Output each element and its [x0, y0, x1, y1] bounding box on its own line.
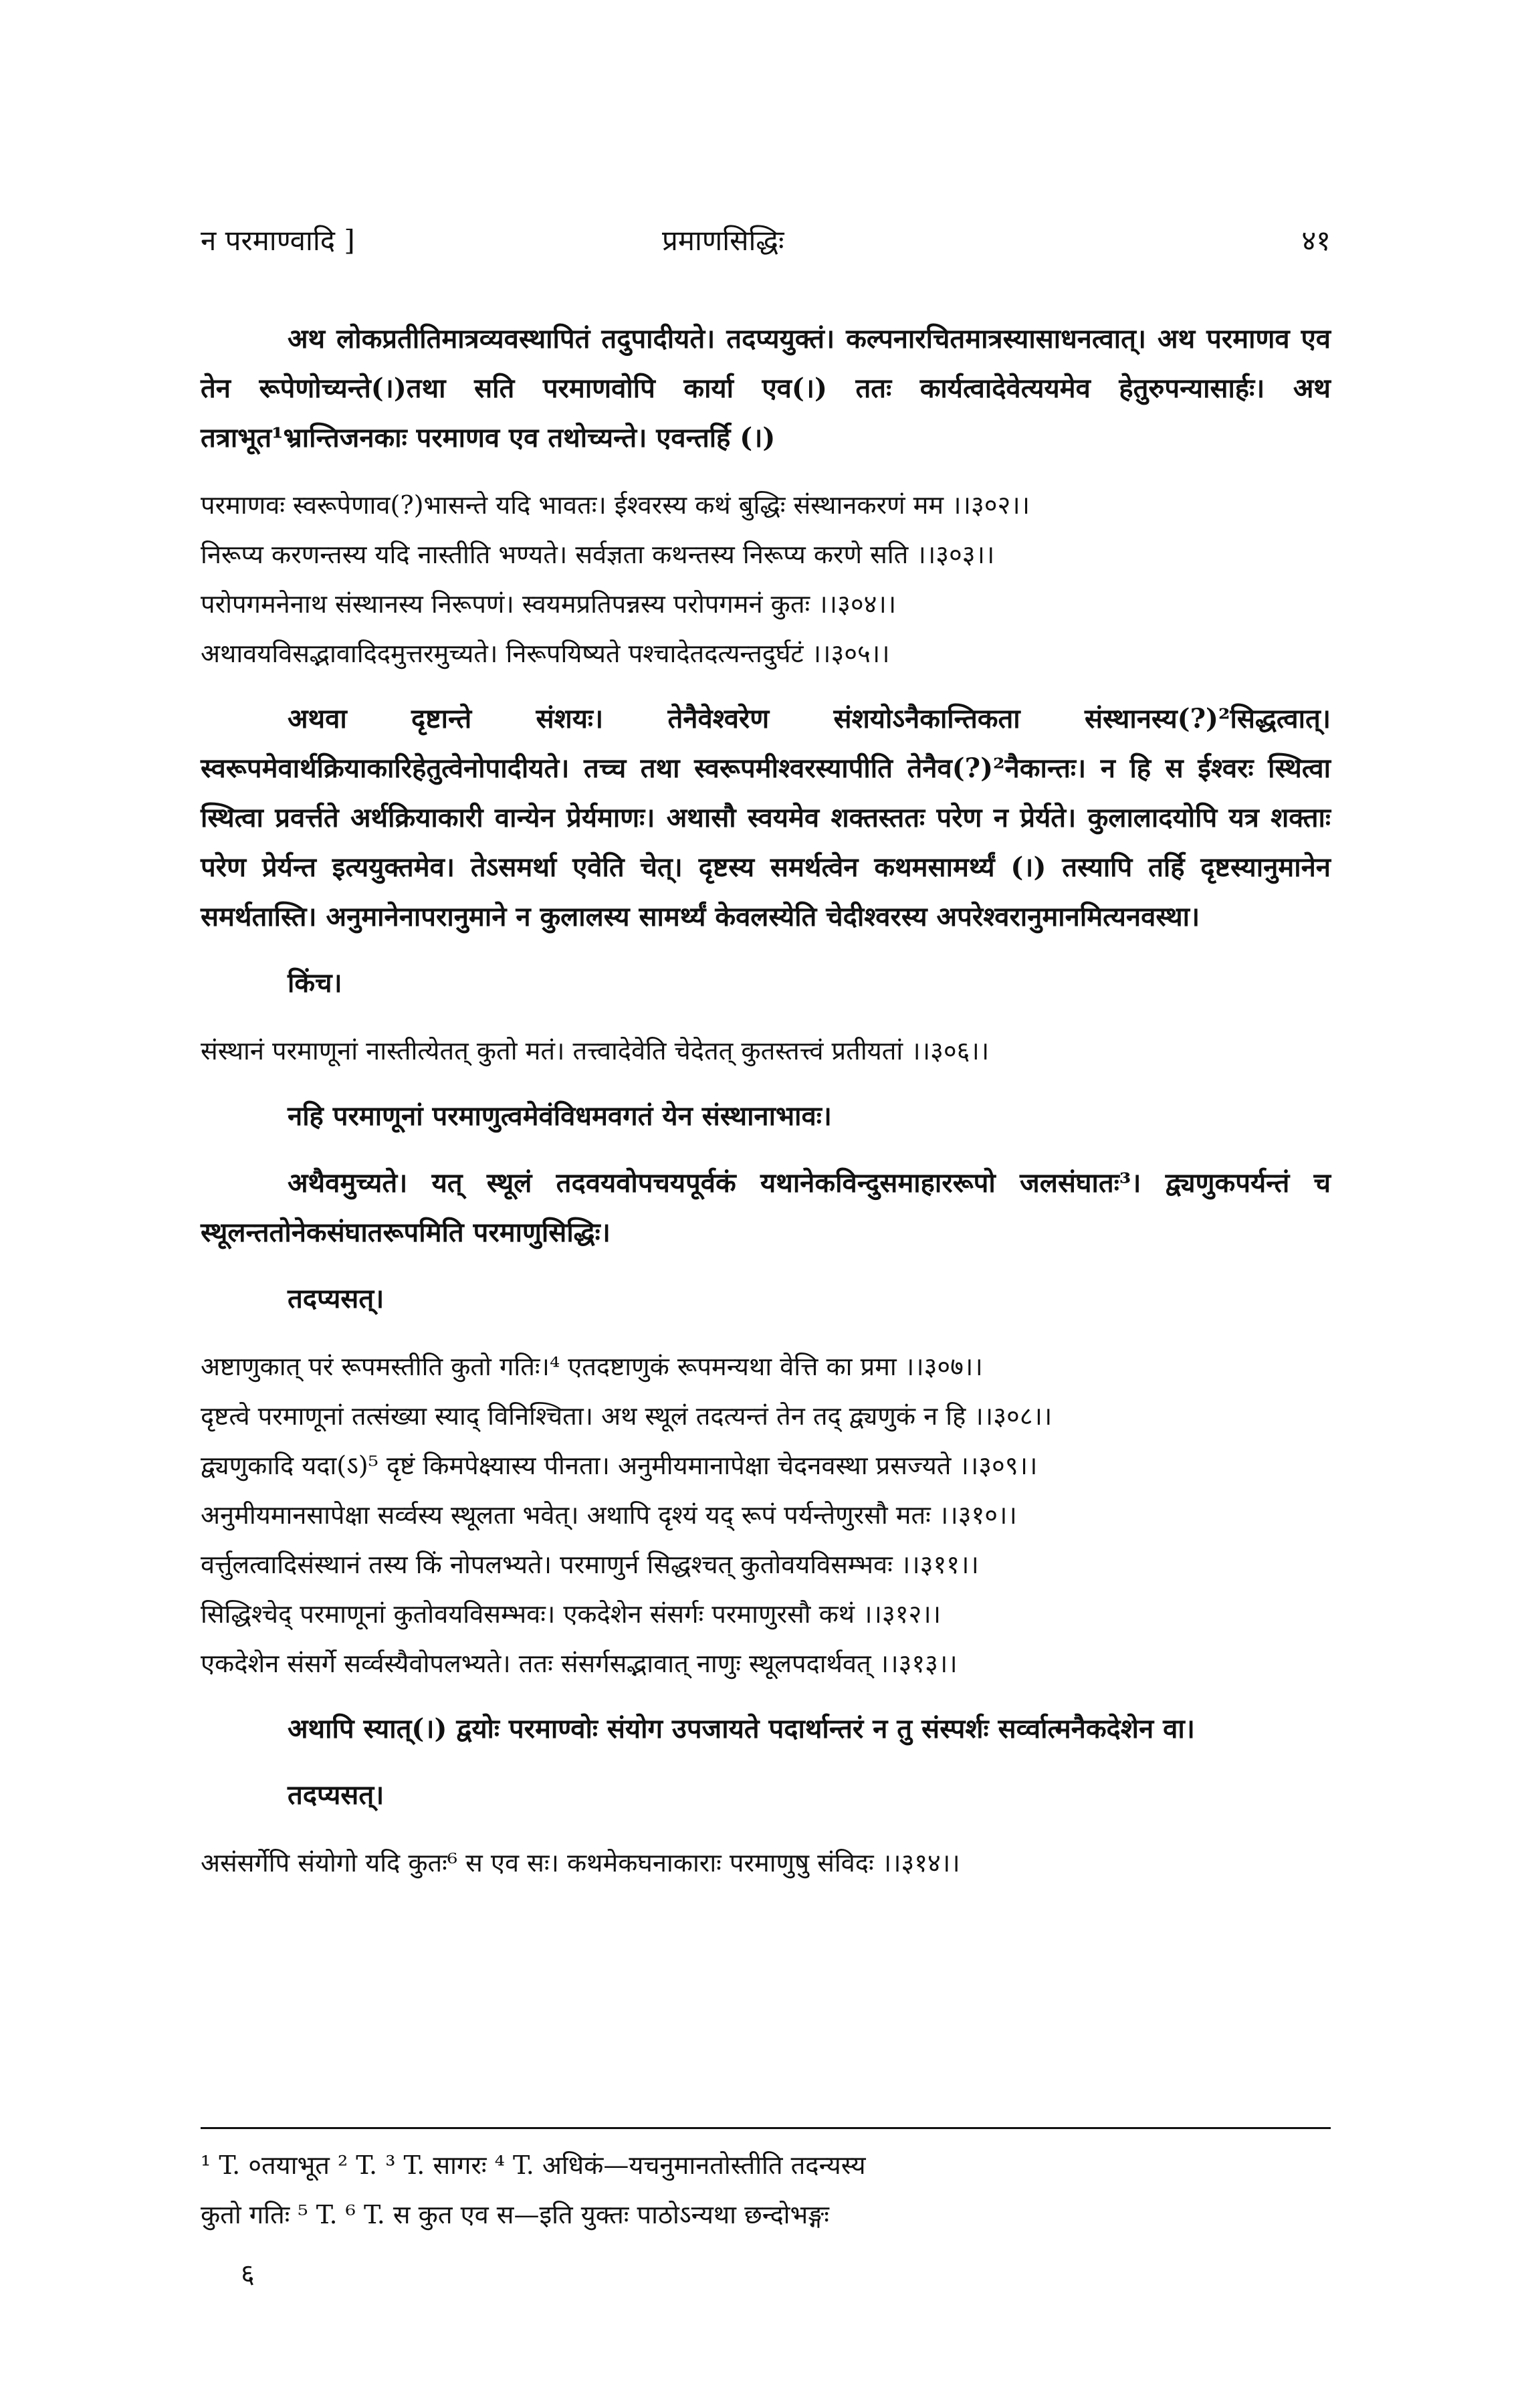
paragraph-4: अथैवमुच्यते। यत् स्थूलं तदवयवोपचयपूर्वकं यथानेकविन्दुसमाहाररूपो जलसंघातः³। द्व्यणुकपर्यन्तं च स्थूलन्ततोनेकसंघातरूपमिति परमाणुसिद्धिः।	[201, 1167, 1331, 1248]
verse-305: अथावयविसद्भावादिदमुत्तरमुच्यते। निरूपयिष्यते पश्चादेतदत्यन्तदुर्घटं ।।३०५।।	[201, 639, 890, 668]
verse-group-1	[201, 480, 1331, 678]
paragraph-1: अथ लोकप्रतीतिमात्रव्यवस्थापितं तदुपादीयते। तदप्ययुक्तं। कल्पनारचितमात्रस्यासाधनत्वात्। अथ परमाणव एव तेन रूपेणोच्यन्ते(।)तथा सति परमाणवोपि कार्या एव(।) ततः कार्यत्वादेवेत्ययमेव हेतुरुपन्यासार्हः। अथ तत्राभूत¹भ्रान्तिजनकाः परमाणव एव तथोच्यन्ते। एवन्तर्हि (।)	[201, 323, 1331, 454]
paragraph-5: अथापि स्यात्(।) द्वयोः परमाण्वोः संयोग उपजायते पदार्थान्तरं न तु संस्पर्शः सर्व्वात्मनैकदेशेन वा।	[288, 1713, 1195, 1744]
verse-group-2	[201, 1342, 1331, 1688]
heading-kinca: किंच।	[288, 967, 342, 999]
heading-tadapyasat-2: तदप्यसत्।	[288, 1779, 384, 1811]
verse-311: वर्त्तुलत्वादिसंस्थानं तस्य किं नोपलभ्यते। परमाणुर्न सिद्धश्चत् कुतोवयविसम्भवः ।।३११।।	[201, 1550, 979, 1579]
footnote-line-2: कुतो गतिः ⁵ T. ⁶ T. स कुत एव स—इति युक्तः पाठोऽन्यथा छन्दोभङ्गः	[201, 2200, 829, 2229]
verse-310: अनुमीयमानसापेक्षा सर्व्वस्य स्थूलता भवेत्। अथापि दृश्यं यद् रूपं पर्यन्तेणुरसौ मतः ।।३१०।।	[201, 1500, 1017, 1530]
footnote-line-1: ¹ T. ०तयाभूत ² T. ³ T. सागरः ⁴ T. अधिकं—यचनुमानतोस्तीति तदन्यस्य	[201, 2150, 866, 2180]
verse-307: अष्टाणुकात् परं रूपमस्तीति कुतो गतिः।⁴ एतदष्टाणुकं रूपमन्यथा वेत्ति का प्रमा ।।३०७।।	[201, 1352, 983, 1381]
section-title: न परमाण्वादि ]	[201, 224, 355, 257]
verse-306: संस्थानं परमाणूनां नास्तीत्येतत् कुतो मतं। तत्त्वादेवेति चेदेतत् कुतस्तत्त्वं प्रतीयतां ।।३०६।।	[201, 1036, 990, 1066]
verse-312: सिद्धिश्चेद् परमाणूनां कुतोवयविसम्भवः। एकदेशेन संसर्गः परमाणुरसौ कथं ।।३१२।।	[201, 1599, 942, 1629]
verse-group-306	[201, 1026, 1331, 1076]
page-body	[201, 314, 1331, 1888]
footnote-divider	[201, 2127, 1331, 2129]
verse-308: दृष्टत्वे परमाणूनां तत्संख्या स्याद् विनिश्चिता। अथ स्थूलं तदत्यन्तं तेन तद् द्व्यणुकं न हि ।।३०८।।	[201, 1401, 1053, 1431]
book-title: प्रमाणसिद्धिः	[662, 224, 784, 257]
verse-314: असंसर्गेपि संयोगो यदि कुतः⁶ स एव सः। कथमेकघनाकाराः परमाणुषु संविदः ।।३१४।।	[201, 1848, 960, 1878]
paragraph-2: अथवा दृष्टान्ते संशयः। तेनैवेश्वरेण संशयोऽनैकान्तिकता संस्थानस्य(?)²सिद्धत्वात्। स्वरूपमेवार्थक्रियाकारिहेतुत्वेनोपादीयते। तच्च तथा स्वरूपमीश्वरस्यापीति तेनैव(?)²नैकान्तः। न हि स ईश्वरः स्थित्वा स्थित्वा प्रवर्त्तते अर्थक्रियाकारी वान्येन प्रेर्यमाणः। अथासौ स्वयमेव शक्तस्ततः परेण न प्रेर्यते। कुलालादयोपि यत्र शक्ताः परेण प्रेर्यन्त इत्ययुक्तमेव। तेऽसमर्था एवेति चेत्। दृष्टस्य समर्थत्वेन कथमसामर्थ्यं (।) तस्यापि तर्हि दृष्टस्यानुमानेन समर्थतास्ति। अनुमानेनापरानुमाने न कुलालस्य सामर्थ्यं केवलस्येति चेदीश्वरस्य अपरेश्वरानुमानमित्यनवस्था।	[201, 703, 1331, 932]
paragraph-3: नहि परमाणूनां परमाणुत्वमेवंविधमवगतं येन संस्थानाभावः।	[288, 1100, 832, 1132]
verse-313: एकदेशेन संसर्गे सर्व्वस्यैवोपलभ्यते। ततः संसर्गसद्भावात् नाणुः स्थूलपदार्थवत् ।।३१३।।	[201, 1649, 958, 1678]
signature-mark: ६	[241, 2259, 255, 2290]
verse-302: परमाणवः स्वरूपेणाव(?)भासन्ते यदि भावतः। ईश्वरस्य कथं बुद्धिः संस्थानकरणं मम ।।३०२।।	[201, 490, 1030, 520]
running-header	[201, 221, 1331, 274]
footnotes	[201, 2140, 1331, 2239]
verse-303: निरूप्य करणन्तस्य यदि नास्तीति भण्यते। सर्वज्ञता कथन्तस्य निरूप्य करणे सति ।।३०३।।	[201, 540, 995, 569]
verse-309: द्व्यणुकादि यदा(ऽ)⁵ दृष्टं किमपेक्ष्यास्य पीनता। अनुमीयमानापेक्षा चेदनवस्था प्रसज्यते ।।३०९।।	[201, 1451, 1038, 1480]
page-number: ४१	[1301, 224, 1331, 257]
heading-tadapyasat-1: तदप्यसत्।	[288, 1283, 384, 1314]
verse-304: परोपगमनेनाथ संस्थानस्य निरूपणं। स्वयमप्रतिपन्नस्य परोपगमनं कुतः ।।३०४।।	[201, 589, 897, 619]
